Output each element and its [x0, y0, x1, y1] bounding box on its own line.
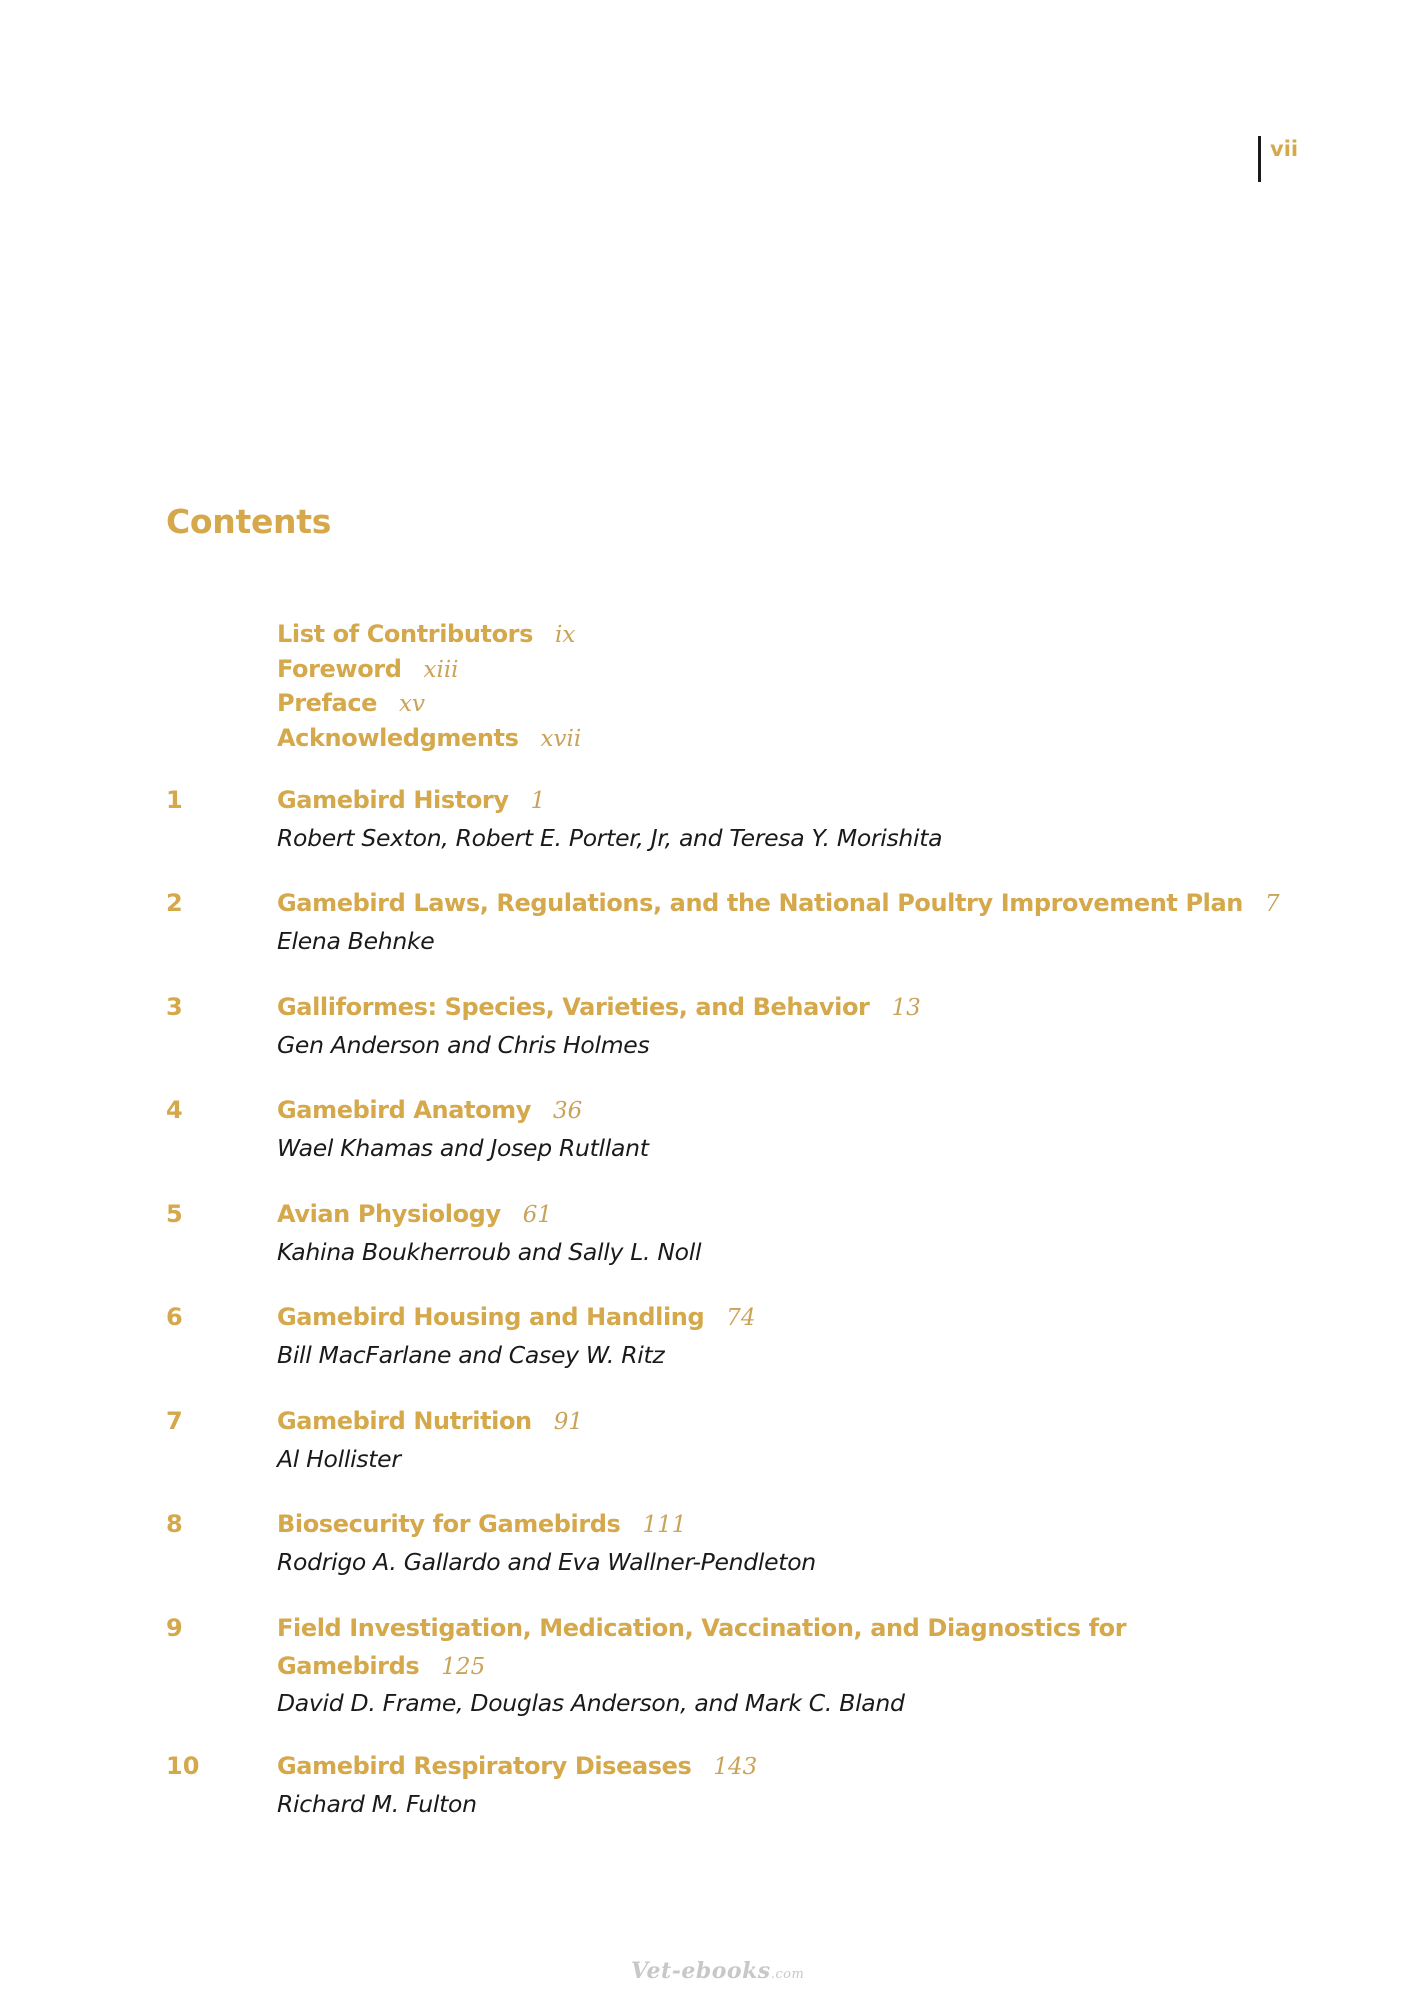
page-title: Contents	[166, 502, 332, 541]
chapter-body	[277, 1093, 1177, 1165]
chapter-title: Gamebird Anatomy	[277, 1096, 532, 1124]
chapter-body	[277, 1197, 1177, 1269]
chapter-title-line	[277, 1093, 1177, 1131]
chapter-authors: Rodrigo A. Gallardo and Eva Wallner-Pendleton	[277, 1547, 816, 1576]
chapter-number: 10	[166, 1752, 200, 1780]
chapter-number: 3	[166, 993, 183, 1021]
entry-title: Foreword	[277, 654, 402, 683]
chapter-page: 13	[891, 995, 921, 1021]
chapter-body	[277, 990, 1177, 1062]
chapter-authors: David D. Frame, Douglas Anderson, and Mark C. Bland	[277, 1689, 905, 1718]
watermark-suffix: .com	[770, 1967, 805, 1982]
chapter-title-line	[277, 1611, 1177, 1649]
entry-page: xvii	[540, 726, 582, 753]
chapter-page: 91	[553, 1409, 584, 1435]
front-matter-item-foreword[interactable]	[277, 652, 581, 687]
entry-title: List of Contributors	[277, 620, 533, 648]
chapter-title-line	[277, 1404, 1177, 1442]
chapter-number: 7	[166, 1407, 183, 1435]
chapter-title: Gamebird Laws, Regulations, and the National Poultry Improvement Plan	[277, 889, 1243, 917]
chapter-page: 36	[553, 1098, 583, 1124]
chapter-title: Galliformes: Species, Varieties, and Behavior	[277, 993, 870, 1021]
chapter-title: Gamebird Nutrition	[277, 1407, 532, 1435]
entry-title: Preface	[277, 689, 378, 718]
chapter-title-line	[277, 1300, 1177, 1338]
chapter-number: 9	[166, 1614, 183, 1642]
entry-page: ix	[555, 622, 576, 648]
chapter-title: Avian Physiology	[277, 1200, 501, 1228]
page-number: vii	[1270, 137, 1299, 161]
chapter-title: Gamebirds	[277, 1651, 420, 1680]
chapter-authors: Kahina Boukherroub and Sally L. Noll	[277, 1237, 702, 1266]
chapter-page: 61	[522, 1202, 552, 1228]
chapter-authors: Gen Anderson and Chris Holmes	[277, 1030, 650, 1059]
chapter-page: 125	[441, 1653, 486, 1680]
chapter-page: 111	[642, 1512, 687, 1538]
chapter-authors: Robert Sexton, Robert E. Porter, Jr, and Teresa Y. Morishita	[277, 823, 943, 852]
chapter-body	[277, 1404, 1177, 1476]
chapter-title: Gamebird Respiratory Diseases	[277, 1752, 692, 1780]
chapter-title-line	[277, 1197, 1177, 1235]
front-matter-item-acknowledgments[interactable]	[277, 721, 581, 756]
chapter-page: 74	[726, 1305, 756, 1331]
chapter-authors: Bill MacFarlane and Casey W. Ritz	[277, 1340, 665, 1369]
chapter-authors: Elena Behnke	[277, 926, 435, 955]
watermark-logo	[631, 1958, 804, 1984]
chapter-body	[277, 1507, 1177, 1579]
chapter-body	[277, 886, 1280, 958]
chapter-title: Gamebird Housing and Handling	[277, 1303, 705, 1331]
chapter-body	[277, 1749, 1177, 1821]
entry-page: xiii	[423, 656, 459, 683]
chapter-title: Biosecurity for Gamebirds	[277, 1510, 621, 1538]
chapter-body	[277, 1300, 1177, 1372]
chapter-title-line	[277, 783, 1177, 821]
chapter-number: 1	[166, 786, 183, 814]
chapter-body	[277, 1611, 1177, 1721]
chapter-number: 8	[166, 1510, 183, 1538]
front-matter-item-contributors[interactable]	[277, 617, 581, 652]
chapter-authors: Wael Khamas and Josep Rutllant	[277, 1133, 649, 1162]
chapter-title-line	[277, 1507, 1177, 1545]
chapter-authors: Al Hollister	[277, 1444, 401, 1473]
watermark-name: Vet-ebooks	[631, 1958, 771, 1984]
entry-title: Acknowledgments	[277, 724, 519, 753]
front-matter-item-preface[interactable]	[277, 686, 581, 721]
chapter-title: Field Investigation, Medication, Vaccination, and Diagnostics for	[277, 1614, 1127, 1642]
chapter-body	[277, 783, 1177, 855]
chapter-title-line	[277, 886, 1280, 924]
chapter-title: Gamebird History	[277, 786, 509, 814]
chapter-number: 2	[166, 889, 183, 917]
chapter-number: 5	[166, 1200, 183, 1228]
chapter-page: 1	[530, 788, 546, 814]
chapter-title-line	[277, 990, 1177, 1028]
chapter-number: 4	[166, 1096, 183, 1124]
chapter-title-line	[277, 1749, 1177, 1787]
chapter-title-line	[277, 1649, 1177, 1687]
chapter-number: 6	[166, 1303, 183, 1331]
chapter-authors: Richard M. Fulton	[277, 1789, 477, 1818]
page-number-rule	[1258, 136, 1261, 182]
entry-page: xv	[399, 691, 426, 718]
chapter-page: 7	[1264, 891, 1280, 917]
front-matter-list	[277, 617, 581, 756]
chapter-page: 143	[713, 1754, 758, 1780]
